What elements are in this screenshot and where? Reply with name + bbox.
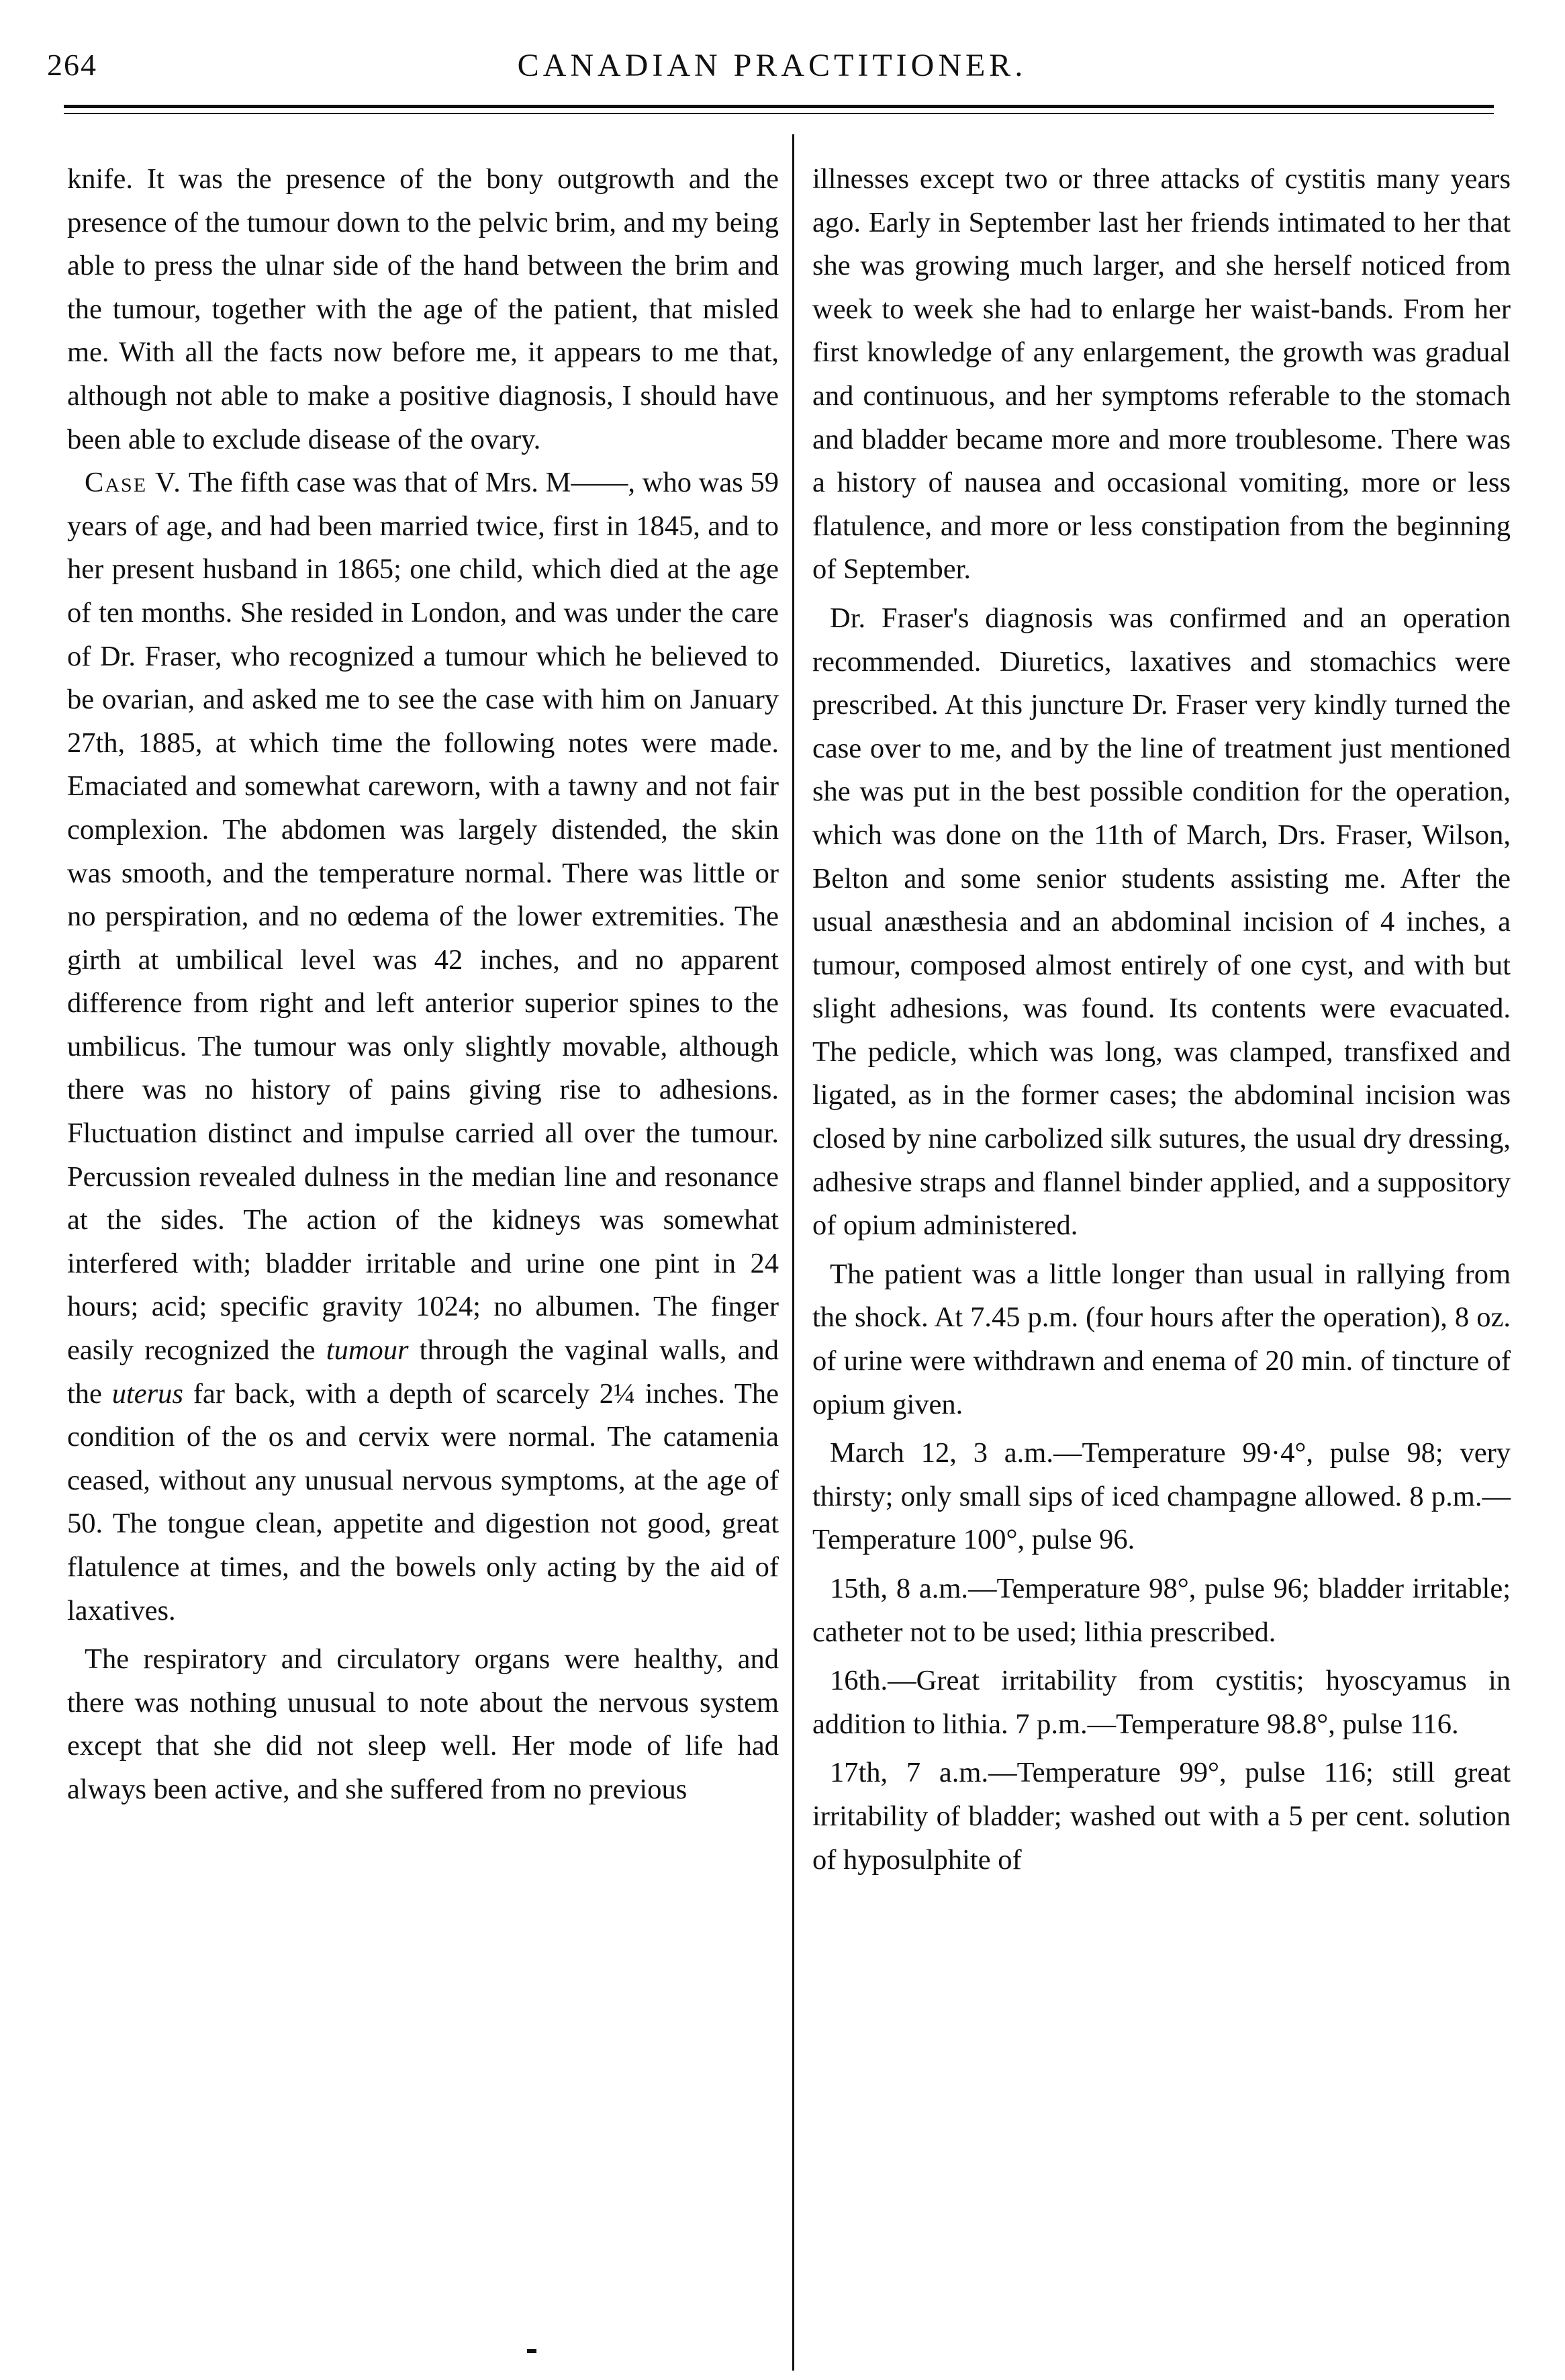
italic-term: uterus — [111, 1377, 183, 1410]
paragraph: 16th.—Great irritability from cystitis; hyoscyamus in addition to lithia. 7 p.m.—Temperature 98.8°, pulse 116. — [812, 1665, 1511, 1740]
right-column — [812, 158, 1511, 1882]
paragraph: The patient was a little longer than usual in rallying from the shock. At 7.45 p.m. (four hours after the operation), 8 oz. of urine were withdrawn and enema of 20 min. of tincture of opium given. — [812, 1258, 1511, 1420]
paragraph-text: through the vaginal walls, and the — [67, 1334, 779, 1410]
paragraph: 15th, 8 a.m.—Temperature 98°, pulse 96; bladder irritable; catheter not to be used; lithia prescribed. — [812, 1573, 1511, 1648]
italic-term: tumour — [326, 1334, 409, 1367]
paragraph: March 12, 3 a.m.—Temperature 99·4°, pulse 98; very thirsty; only small sips of iced champagne allowed. 8 p.m.—Temperature 100°, pulse 96. — [812, 1437, 1511, 1556]
paragraph: The respiratory and circulatory organs were healthy, and there was nothing unusual to note about the nervous system except that she did not sleep well. Her mode of life had always been active, and she suffered from no previous — [67, 1643, 779, 1805]
header-rule-thick — [64, 105, 1494, 108]
header-rule-thin — [64, 113, 1494, 114]
paragraph-text: far back, with a depth of scarcely 2¼ inches. The condition of the os and cervix were normal. The catamenia ceased, without any unusual nervous symptoms, at the age of 50. The tongue clean, appetite and digestion not good, great flatulence at times, and the bowels only acting by the aid of laxatives. — [67, 1377, 779, 1627]
paragraph: illnesses except two or three attacks of cystitis many years ago. Early in September last her friends intimated to her that she was growing much larger, and she herself noticed from week to week she had to enlarge her waist-bands. From her first knowledge of any enlargement, the growth was gradual and continuous, and her symptoms referable to the stomach and bladder became more and more troublesome. There was a history of nausea and occasional vomiting, more or less flatulence, and more or less constipation from the beginning of September. — [812, 163, 1511, 586]
paragraph-text: The fifth case was that of Mrs. M——, who was 59 years of age, and had been married twice, first in 1845, and to her present husband in 1865; one child, which died at the age of ten months. She resided in London, and was under the care of Dr. Fraser, who recognized a tumour which he believed to be ovarian, and asked me to see the case with him on January 27th, 1885, at which time the following notes were made. Emaciated and somewhat careworn, with a tawny and not fair complexion. The abdomen was largely distended, the skin was smooth, and the temperature normal. There was little or no perspiration, and no œdema of the lower extremities. The girth at umbilical level was 42 inches, and no apparent difference from right and left anterior superior spines to the umbilicus. The tumour was only slightly movable, although there was no history of pains giving rise to adhesions. Fluctuation distinct and impulse carried all over the tumour. Percussion revealed dulness in the median line and resonance at the sides. The action of the kidneys was somewhat interfered with; bladder irritable and urine one pint in 24 hours; acid; specific gravity 1024; no albumen. The finger easily recognized the — [67, 467, 779, 1367]
paragraph: Dr. Fraser's diagnosis was confirmed and an operation recommended. Diuretics, laxatives and stomachics were prescribed. At this juncture Dr. Fraser very kindly turned the case over to me, and by the line of treatment just mentioned she was put in the best possible condition for the operation, which was done on the 11th of March, Drs. Fraser, Wilson, Belton and some senior students assisting me. After the usual anæsthesia and an abdominal incision of 4 inches, a tumour, composed almost entirely of one cyst, and with but slight adhesions, was found. Its contents were evacuated. The pedicle, which was long, was clamped, transfixed and ligated, as in the former cases; the abdominal incision was closed by nine carbolized silk sutures, the usual dry dressing, adhesive straps and flannel binder applied, and a suppository of opium administered. — [812, 602, 1511, 1242]
case-label: Case V. — [85, 467, 182, 499]
footer-mark — [527, 2349, 536, 2353]
paragraph: knife. It was the presence of the bony outgrowth and the presence of the tumour down to the pelvic brim, and my being able to press the ulnar side of the hand between the brim and the tumour, together with the age of the patient, that misled me. With all the facts now before me, it appears to me that, although not able to make a positive diagnosis, I should have been able to exclude disease of the ovary. — [67, 163, 779, 455]
column-divider — [792, 134, 794, 2371]
left-column — [67, 158, 779, 1812]
page-number: 264 — [47, 48, 97, 82]
case-v-paragraph — [67, 461, 779, 1633]
running-header — [47, 47, 1497, 94]
journal-title: CANADIAN PRACTITIONER. — [517, 48, 1027, 83]
paragraph: 17th, 7 a.m.—Temperature 99°, pulse 116; still great irritability of bladder; washed out with a 5 per cent. solution of hyposulphite of — [812, 1757, 1511, 1876]
